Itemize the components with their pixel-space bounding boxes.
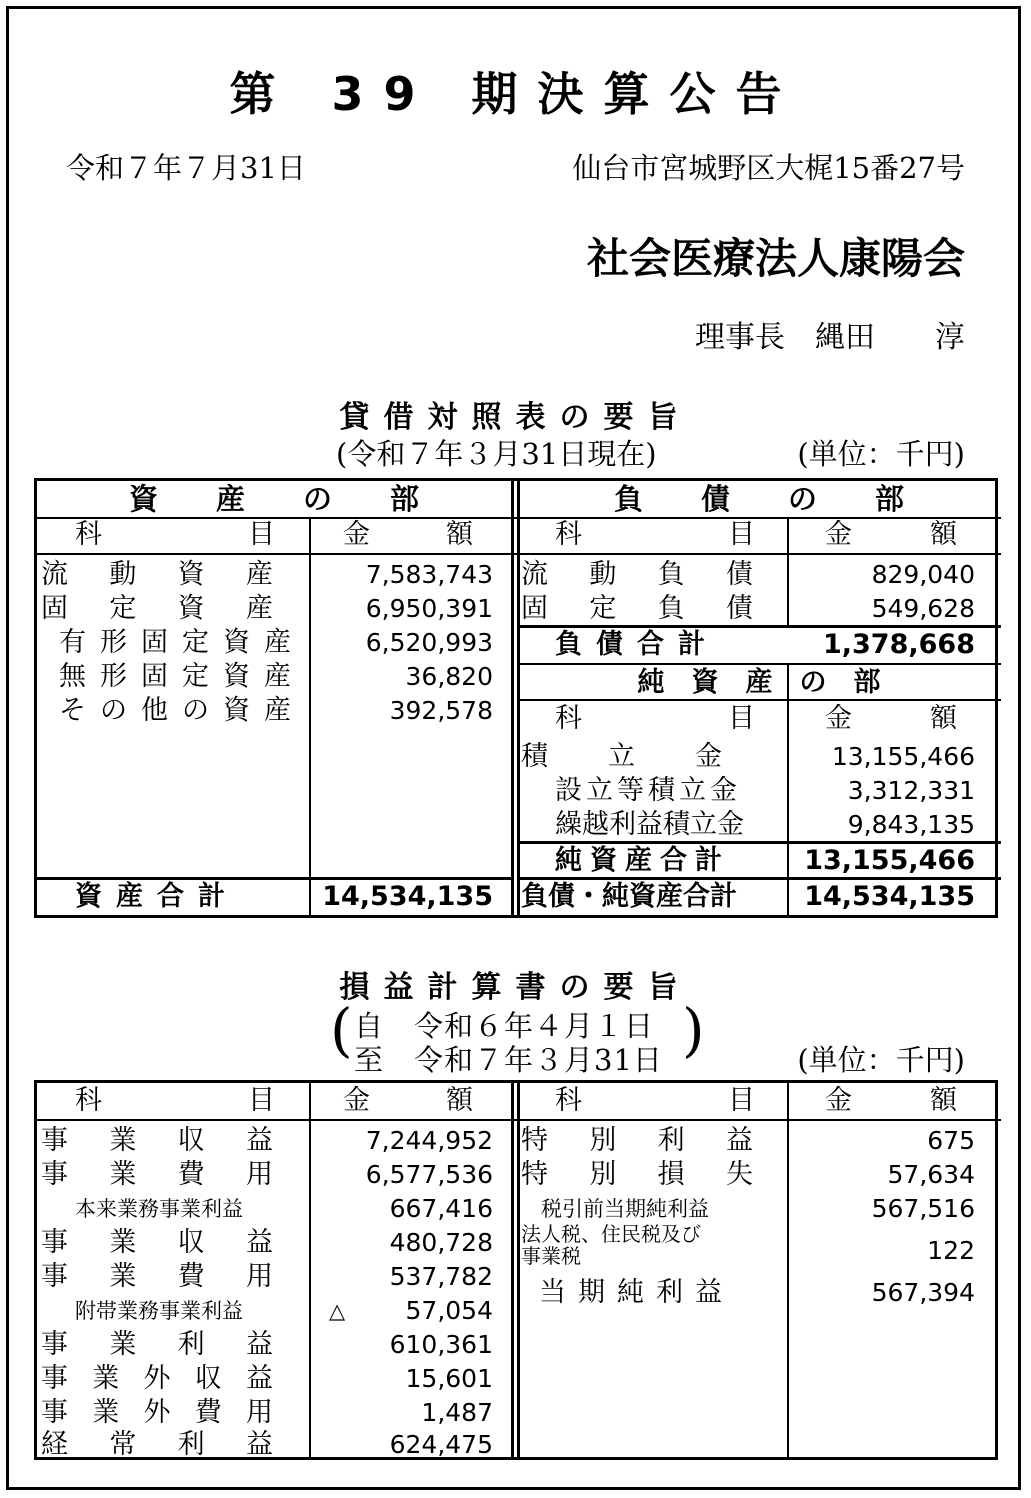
asset-value: 7,583,743 <box>365 560 493 589</box>
is-right-label: 特 別 損 失 <box>521 1159 753 1190</box>
liability-value: 549,628 <box>871 594 975 623</box>
right-paren: ) <box>682 996 705 1064</box>
assets-item-header: 科 目 <box>75 519 275 550</box>
balance-sheet-date: (令和７年３月31日現在) <box>336 437 657 471</box>
is-right-label: 当期純利益 <box>539 1277 734 1308</box>
is-left-value: 667,416 <box>389 1194 493 1223</box>
liabilities-item-header: 科 目 <box>555 519 755 550</box>
net-assets-amount-header: 金 額 <box>825 703 957 734</box>
asset-label: そ の 他 の 資 産 <box>59 695 291 726</box>
is-right-value: 57,634 <box>887 1160 975 1189</box>
is-left-label: 事 業 費 用 <box>41 1159 273 1190</box>
is-left-value: 7,244,952 <box>365 1126 493 1155</box>
net-asset-value: 13,155,466 <box>831 742 975 771</box>
assets-total-value: 14,534,135 <box>322 881 493 912</box>
period-to: 至 令和７年３月31日 <box>354 1043 663 1077</box>
is-right-value: 675 <box>927 1126 975 1155</box>
is-right-amount-header: 金 額 <box>825 1085 957 1116</box>
net-assets-section-header: 純 資 産 の 部 <box>637 667 881 698</box>
representative: 理事長 縄田 淳 <box>695 320 965 355</box>
is-right-value: 567,394 <box>871 1278 975 1307</box>
is-right-item-header: 科 目 <box>555 1085 755 1116</box>
is-right-label: 税引前当期純利益 <box>541 1197 709 1221</box>
balance-sheet-title: 貸借対照表の要旨 <box>339 400 692 435</box>
net-asset-label: 積立金 <box>521 741 782 772</box>
page-title: 第 39 期決算公告 <box>229 67 802 121</box>
is-left-value: 6,577,536 <box>365 1160 493 1189</box>
net-assets-total-value: 13,155,466 <box>804 845 975 876</box>
liabilities-total-label: 負債合計 <box>555 629 719 660</box>
assets-amount-header: 金 額 <box>343 519 473 550</box>
asset-label: 有 形 固 定 資 産 <box>59 627 291 658</box>
is-right-label: 法人税、住民税及び事業税 <box>521 1222 701 1268</box>
is-left-value: 480,728 <box>389 1228 493 1257</box>
grand-total-value: 14,534,135 <box>804 881 975 912</box>
is-left-label: 事 業 外 費 用 <box>41 1397 273 1428</box>
liability-value: 829,040 <box>871 560 975 589</box>
net-asset-label: 設立等積立金 <box>555 775 741 806</box>
net-asset-value: 9,843,135 <box>847 810 975 839</box>
assets-total-label: 資産合計 <box>75 881 239 912</box>
income-statement-title: 損益計算書の要旨 <box>339 970 692 1005</box>
liabilities-amount-header: 金 額 <box>825 519 957 550</box>
is-left-label: 事 業 外 収 益 <box>41 1363 273 1394</box>
asset-label: 固 定 資 産 <box>41 593 273 624</box>
is-left-value: 57,054 <box>405 1296 493 1325</box>
net-asset-label: 繰越利益積立金 <box>555 809 744 840</box>
liabilities-section-header: 負 債 の 部 <box>613 482 904 516</box>
balance-sheet-table <box>34 478 998 918</box>
is-left-label: 附帯業務事業利益 <box>75 1299 243 1323</box>
asset-label: 流 動 資 産 <box>41 559 273 590</box>
liabilities-total-value: 1,378,668 <box>822 629 975 660</box>
is-left-value: 610,361 <box>389 1330 493 1359</box>
is-left-value: 15,601 <box>405 1364 493 1393</box>
triangle-negative-mark: △ <box>329 1299 346 1323</box>
income-statement-unit: (単位：千円) <box>797 1043 965 1077</box>
is-left-value: 537,782 <box>389 1262 493 1291</box>
announcement-date: 令和７年７月31日 <box>66 151 306 185</box>
is-left-label: 事 業 費 用 <box>41 1261 273 1292</box>
is-left-label: 事 業 収 益 <box>41 1125 273 1156</box>
income-statement-table <box>34 1080 998 1460</box>
is-right-value: 122 <box>927 1236 975 1265</box>
asset-value: 392,578 <box>389 696 493 725</box>
net-assets-item-header: 科 目 <box>555 703 755 734</box>
is-right-label: 特 別 利 益 <box>521 1125 753 1156</box>
liability-label: 流 動 負 債 <box>521 559 753 590</box>
asset-value: 6,950,391 <box>365 594 493 623</box>
is-left-value: 1,487 <box>421 1398 493 1427</box>
net-assets-total-label: 純資産合計 <box>555 845 730 876</box>
is-right-value: 567,516 <box>871 1194 975 1223</box>
is-left-item-header: 科 目 <box>75 1085 275 1116</box>
balance-sheet-unit: (単位：千円) <box>797 437 965 471</box>
is-left-label: 事 業 利 益 <box>41 1329 273 1360</box>
asset-label: 無 形 固 定 資 産 <box>59 661 291 692</box>
is-left-label: 事 業 収 益 <box>41 1227 273 1258</box>
left-paren: ( <box>330 996 353 1064</box>
period-from: 自 令和６年４月１日 <box>354 1009 655 1043</box>
company-name: 社会医療法人康陽会 <box>586 234 965 283</box>
asset-value: 36,820 <box>405 662 493 691</box>
liability-label: 固 定 負 債 <box>521 593 753 624</box>
is-left-value: 624,475 <box>389 1430 493 1459</box>
asset-value: 6,520,993 <box>365 628 493 657</box>
is-left-label: 経 常 利 益 <box>41 1429 273 1460</box>
is-left-amount-header: 金 額 <box>343 1085 473 1116</box>
company-address: 仙台市宮城野区大梶15番27号 <box>572 151 965 185</box>
is-left-label: 本来業務事業利益 <box>75 1197 243 1221</box>
grand-total-label: 負債・純資産合計 <box>521 881 737 912</box>
net-asset-value: 3,312,331 <box>847 776 975 805</box>
assets-section-header: 資 産 の 部 <box>128 482 419 516</box>
